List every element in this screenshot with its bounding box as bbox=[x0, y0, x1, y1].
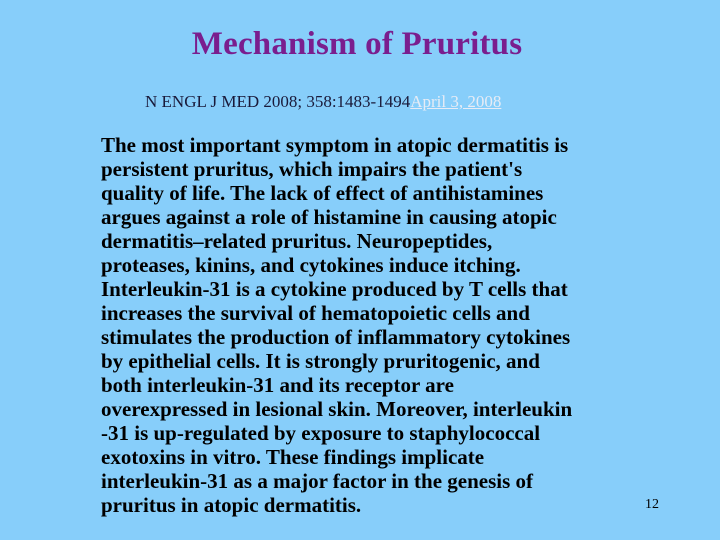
body-paragraph: The most important symptom in atopic dermatitis is persistent pruritus, which impairs the patient's quality of life. The lack of effect of antihistamines argues against a role of histamine in causing atopic dermatitis–related pruritus. Neuropeptides, proteases, kinins, and cytokines induce itching. Interleukin-31 is a cytokine produced by T cells that increases the survival of hematopoietic cells and stimulates the production of inflammatory cytokines by epithelial cells. It is strongly pruritogenic, and both interleukin-31 and its receptor are overexpressed in lesional skin. Moreover, interleukin -31 is up-regulated by exposure to staphylococcal exotoxins in vitro. These findings implicate interleukin-31 as a major factor in the genesis of pruritus in atopic dermatitis. bbox=[101, 133, 573, 517]
citation-date-link[interactable]: April 3, 2008 bbox=[410, 92, 502, 111]
citation bbox=[145, 92, 501, 112]
page-number: 12 bbox=[645, 497, 659, 512]
slide-title: Mechanism of Pruritus bbox=[191, 26, 523, 62]
citation-text: N ENGL J MED 2008; 358:1483-1494 bbox=[145, 92, 411, 111]
